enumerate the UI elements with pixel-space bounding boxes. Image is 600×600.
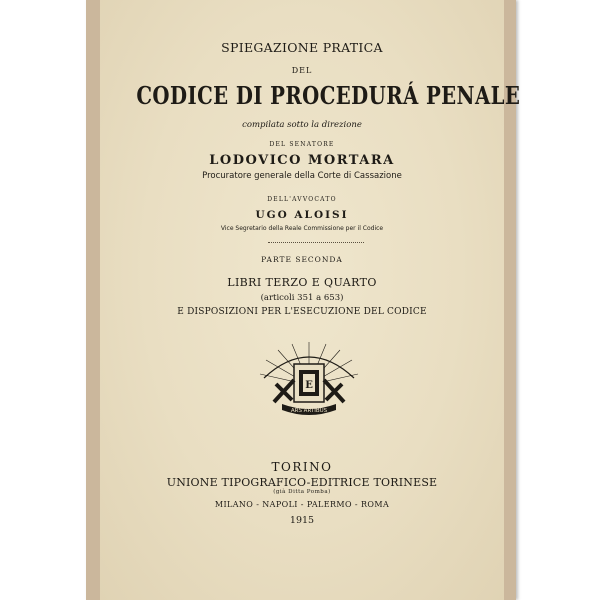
lawyer-role: Vice Segretario della Reale Commissione per il Codice [220,225,384,232]
title-page [100,0,521,600]
branches: MILANO - NAPOLI - PALERMO - ROMA [214,500,390,509]
senator-label: DEL SENATORE [269,141,335,148]
emblem-motto: ARS ARTIBUS [290,408,328,414]
part-label: PARTE SECONDA [261,255,343,264]
books-label: LIBRI TERZO E QUARTO [227,276,377,289]
divider [268,242,364,243]
connector-del: DEL [291,66,313,75]
publisher-emblem-icon [254,340,364,420]
city: TORINO [271,460,333,474]
year: 1915 [289,515,315,526]
provisions-label: E DISPOSIZIONI PER L'ESECUZIONE DEL CODICE [177,307,427,317]
publisher: UNIONE TIPOGRAFICO-EDITRICE TORINESE [166,476,438,489]
director-name: LODOVICO MORTARA [209,153,395,168]
articles-range: (articoli 351 a 653) [260,293,344,303]
heading: SPIEGAZIONE PRATICA [221,40,383,55]
svg-text:E: E [305,380,313,391]
main-title: CODICE DI PROCEDURÁ PENALE [136,81,521,110]
lawyer-name: UGO ALOISI [255,209,349,221]
publisher-note: (già Ditta Pomba) [273,489,331,495]
lawyer-label: DELL'AVVOCATO [267,196,337,203]
director-role: Procuratore generale della Corte di Cassazione [202,171,402,181]
compiled-note: compilata sotto la direzione [242,120,362,130]
